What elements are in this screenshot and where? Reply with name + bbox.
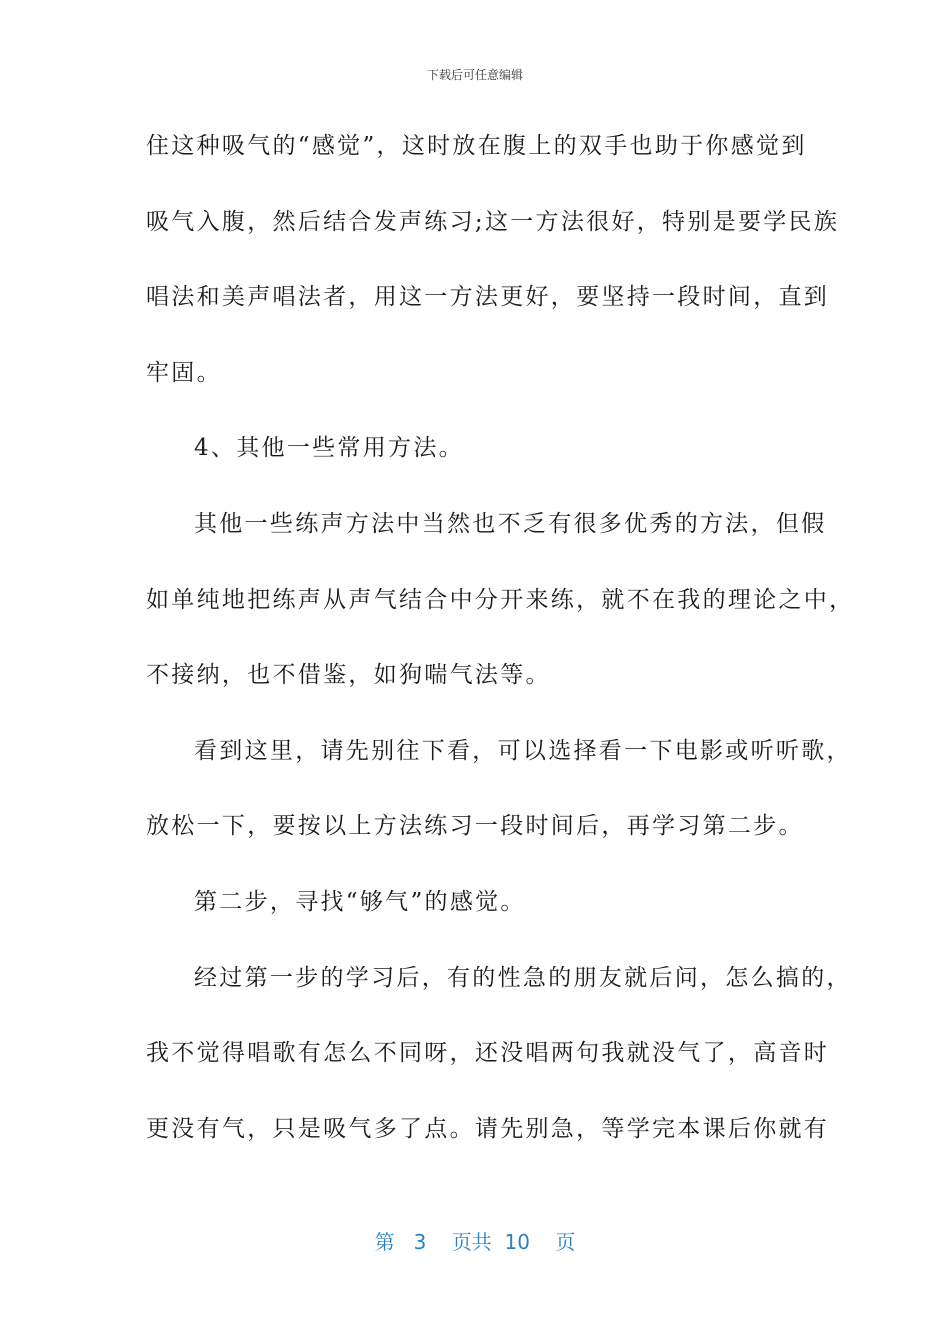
total-page-count: 10 bbox=[504, 1230, 530, 1254]
text-line: 不接纳，也不借鉴，如狗喘气法等。 bbox=[146, 662, 551, 689]
footer-suffix: 页 bbox=[555, 1230, 576, 1254]
text-line: 住这种吸气的“感觉”，这时放在腹上的双手也助于你感觉到 bbox=[146, 133, 807, 159]
footer-prefix: 第 bbox=[374, 1230, 395, 1254]
text-line: 其他一些练声方法中当然也不乏有很多优秀的方法，但假 bbox=[194, 510, 827, 537]
text-line: 放松一下，要按以上方法练习一段时间后，再学习第二步。 bbox=[146, 813, 804, 840]
text-line: 如单纯地把练声从声气结合中分开来练，就不在我的理论之中， bbox=[146, 586, 855, 613]
page-header: 下载后可任意编辑 bbox=[426, 68, 523, 82]
text-line: 我不觉得唱歌有怎么不同呀，还没唱两句我就没气了，高音时 bbox=[146, 1040, 830, 1067]
current-page-number: 3 bbox=[413, 1230, 427, 1254]
footer-middle: 页共 bbox=[451, 1230, 492, 1254]
text-line: 经过第一步的学习后，有的性急的朋友就后问，怎么搞的， bbox=[194, 964, 852, 991]
text-line: 第二步，寻找“够气”的感觉。 bbox=[194, 888, 526, 915]
body-text bbox=[146, 122, 855, 1180]
text-line: 看到这里，请先别往下看，可以选择看一下电影或听听歌， bbox=[194, 737, 852, 764]
text-line: 更没有气，只是吸气多了点。请先别急，等学完本课后你就有 bbox=[146, 1115, 830, 1142]
text-line: 牢固。 bbox=[146, 359, 222, 386]
page-footer bbox=[0, 1226, 950, 1255]
text-line: 吸气入腹，然后结合发声练习;这一方法很好，特别是要学民族 bbox=[146, 208, 840, 235]
text-line: 4、其他一些常用方法。 bbox=[194, 435, 464, 462]
text-line: 唱法和美声唱法者，用这一方法更好，要坚持一段时间，直到 bbox=[146, 284, 830, 311]
